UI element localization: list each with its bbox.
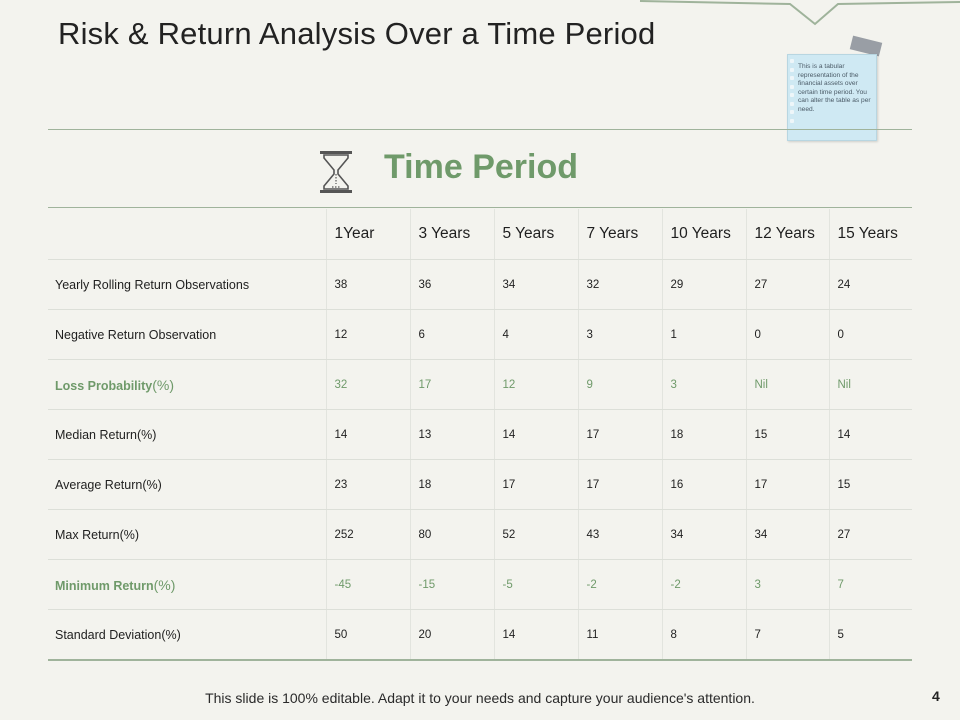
- table-cell: Nil: [829, 360, 912, 410]
- row-label: [48, 560, 326, 610]
- row-label-text: Minimum Return: [55, 578, 154, 593]
- table-cell: 18: [410, 460, 494, 510]
- table-cell: 14: [829, 410, 912, 460]
- table-cell: 34: [746, 510, 829, 560]
- column-header: 7 Years: [578, 209, 662, 260]
- column-header: 5 Years: [494, 209, 578, 260]
- row-label-text: Standard Deviation(%): [55, 627, 181, 642]
- table-cell: 7: [829, 560, 912, 610]
- table-cell: 80: [410, 510, 494, 560]
- risk-return-table: [48, 209, 912, 661]
- row-label-text: Median Return(%): [55, 427, 157, 442]
- table-cell: 17: [578, 460, 662, 510]
- table-cell: 17: [578, 410, 662, 460]
- table-cell: 11: [578, 610, 662, 661]
- table-cell: 14: [494, 410, 578, 460]
- table-cell: 3: [578, 310, 662, 360]
- table-row: [48, 610, 912, 661]
- table-cell: 34: [662, 510, 746, 560]
- divider-top: [48, 129, 912, 130]
- table-cell: 34: [494, 260, 578, 310]
- row-label-unit: (%): [153, 576, 176, 593]
- row-label: [48, 410, 326, 460]
- page-number: 4: [932, 688, 940, 704]
- table-cell: 5: [829, 610, 912, 661]
- table-cell: 16: [662, 460, 746, 510]
- divider-table-top: [48, 207, 912, 208]
- table-cell: -5: [494, 560, 578, 610]
- table-cell: 12: [494, 360, 578, 410]
- table-cell: 3: [662, 360, 746, 410]
- note-binding-dots: [790, 59, 795, 127]
- table-cell: 15: [746, 410, 829, 460]
- page-title: Risk & Return Analysis Over a Time Period: [58, 16, 656, 51]
- table-cell: 27: [829, 510, 912, 560]
- table-cell: 12: [326, 310, 410, 360]
- table-cell: 14: [494, 610, 578, 661]
- table-cell: 252: [326, 510, 410, 560]
- column-header: 3 Years: [410, 209, 494, 260]
- table-cell: 17: [494, 460, 578, 510]
- row-label: [48, 510, 326, 560]
- table-cell: 0: [829, 310, 912, 360]
- column-header: 12 Years: [746, 209, 829, 260]
- table-header-row: [48, 209, 912, 260]
- table-cell: 43: [578, 510, 662, 560]
- table-cell: 52: [494, 510, 578, 560]
- table-cell: 17: [410, 360, 494, 410]
- row-label-text: Loss Probability: [55, 378, 153, 393]
- row-label: [48, 310, 326, 360]
- table-row: [48, 510, 912, 560]
- footer-text: This slide is 100% editable. Adapt it to your needs and capture your audience's attention.: [205, 690, 755, 706]
- table-cell: -45: [326, 560, 410, 610]
- table-cell: 27: [746, 260, 829, 310]
- row-label-text: Average Return(%): [55, 477, 162, 492]
- table-cell: 13: [410, 410, 494, 460]
- row-label-text: Negative Return Observation: [55, 327, 217, 342]
- row-label: [48, 260, 326, 310]
- table-cell: 1: [662, 310, 746, 360]
- table-cell: -2: [578, 560, 662, 610]
- table-cell: 7: [746, 610, 829, 661]
- table-cell: 9: [578, 360, 662, 410]
- table-cell: 8: [662, 610, 746, 661]
- table-cell: 15: [829, 460, 912, 510]
- table-row: [48, 360, 912, 410]
- table-row: [48, 460, 912, 510]
- row-label: [48, 610, 326, 661]
- table-cell: Nil: [746, 360, 829, 410]
- table-cell: 6: [410, 310, 494, 360]
- table-cell: 3: [746, 560, 829, 610]
- sticky-note-text: This is a tabular representation of the financial assets over certain time period. You can alter the table as per need.: [798, 63, 871, 113]
- table-cell: 38: [326, 260, 410, 310]
- table-cell: 50: [326, 610, 410, 661]
- table-cell: 4: [494, 310, 578, 360]
- table-cell: -2: [662, 560, 746, 610]
- table-cell: -15: [410, 560, 494, 610]
- table-cell: 14: [326, 410, 410, 460]
- row-label-text: Max Return(%): [55, 527, 140, 542]
- section-title: Time Period: [384, 148, 578, 186]
- table-cell: 18: [662, 410, 746, 460]
- table-row: [48, 560, 912, 610]
- column-header: 1Year: [326, 209, 410, 260]
- sticky-note: [787, 54, 877, 141]
- row-label: [48, 360, 326, 410]
- row-label-unit: (%): [152, 376, 175, 393]
- column-header: 15 Years: [829, 209, 912, 260]
- hourglass-icon: [319, 150, 353, 194]
- table-row: [48, 410, 912, 460]
- header-corner: [48, 209, 326, 260]
- table-row: [48, 310, 912, 360]
- column-header: 10 Years: [662, 209, 746, 260]
- table-cell: 29: [662, 260, 746, 310]
- table-cell: 32: [326, 360, 410, 410]
- table-cell: 36: [410, 260, 494, 310]
- table-cell: 20: [410, 610, 494, 661]
- table-row: [48, 260, 912, 310]
- table-cell: 17: [746, 460, 829, 510]
- table-cell: 32: [578, 260, 662, 310]
- table-cell: 24: [829, 260, 912, 310]
- row-label-text: Yearly Rolling Return Observations: [55, 277, 250, 292]
- row-label: [48, 460, 326, 510]
- table-cell: 0: [746, 310, 829, 360]
- table-cell: 23: [326, 460, 410, 510]
